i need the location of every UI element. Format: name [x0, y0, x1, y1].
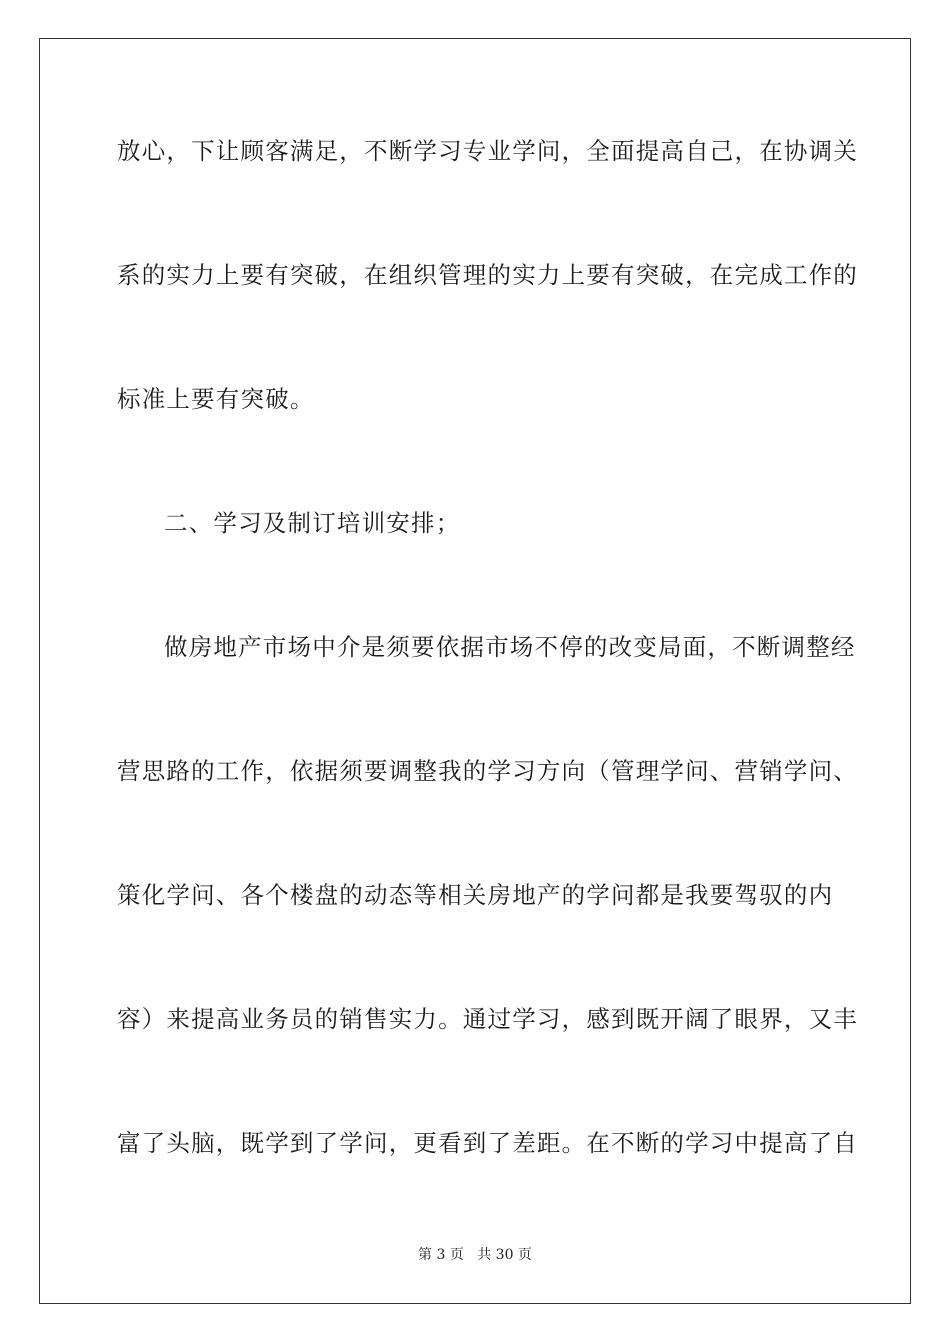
body-line-1: 放心，下让顾客满足，不断学习专业学问，全面提高自己，在协调关 [117, 137, 858, 165]
body-line-8: 容）来提高业务员的销售实力。通过学习，感到既开阔了眼界，又丰 [117, 1005, 858, 1033]
body-line-5: 做房地产市场中介是须要依据市场不停的改变局面，不断调整经 [164, 633, 856, 661]
page-number: 第 3 页 [418, 1247, 464, 1263]
page-footer [0, 1246, 950, 1264]
body-line-3: 标准上要有突破。 [117, 385, 315, 413]
body-line-7: 策化学问、各个楼盘的动态等相关房地产的学问都是我要驾驭的内 [117, 881, 834, 909]
section-heading: 二、学习及制订培训安排； [164, 509, 461, 537]
page-total: 共 30 页 [477, 1247, 532, 1263]
body-line-9: 富了头脑，既学到了学问，更看到了差距。在不断的学习中提高了自 [117, 1129, 858, 1157]
page-frame [39, 38, 911, 1304]
body-line-2: 系的实力上要有突破，在组织管理的实力上要有突破，在完成工作的 [117, 261, 858, 289]
body-line-6: 营思路的工作，依据须要调整我的学习方向（管理学问、营销学问、 [117, 757, 858, 785]
